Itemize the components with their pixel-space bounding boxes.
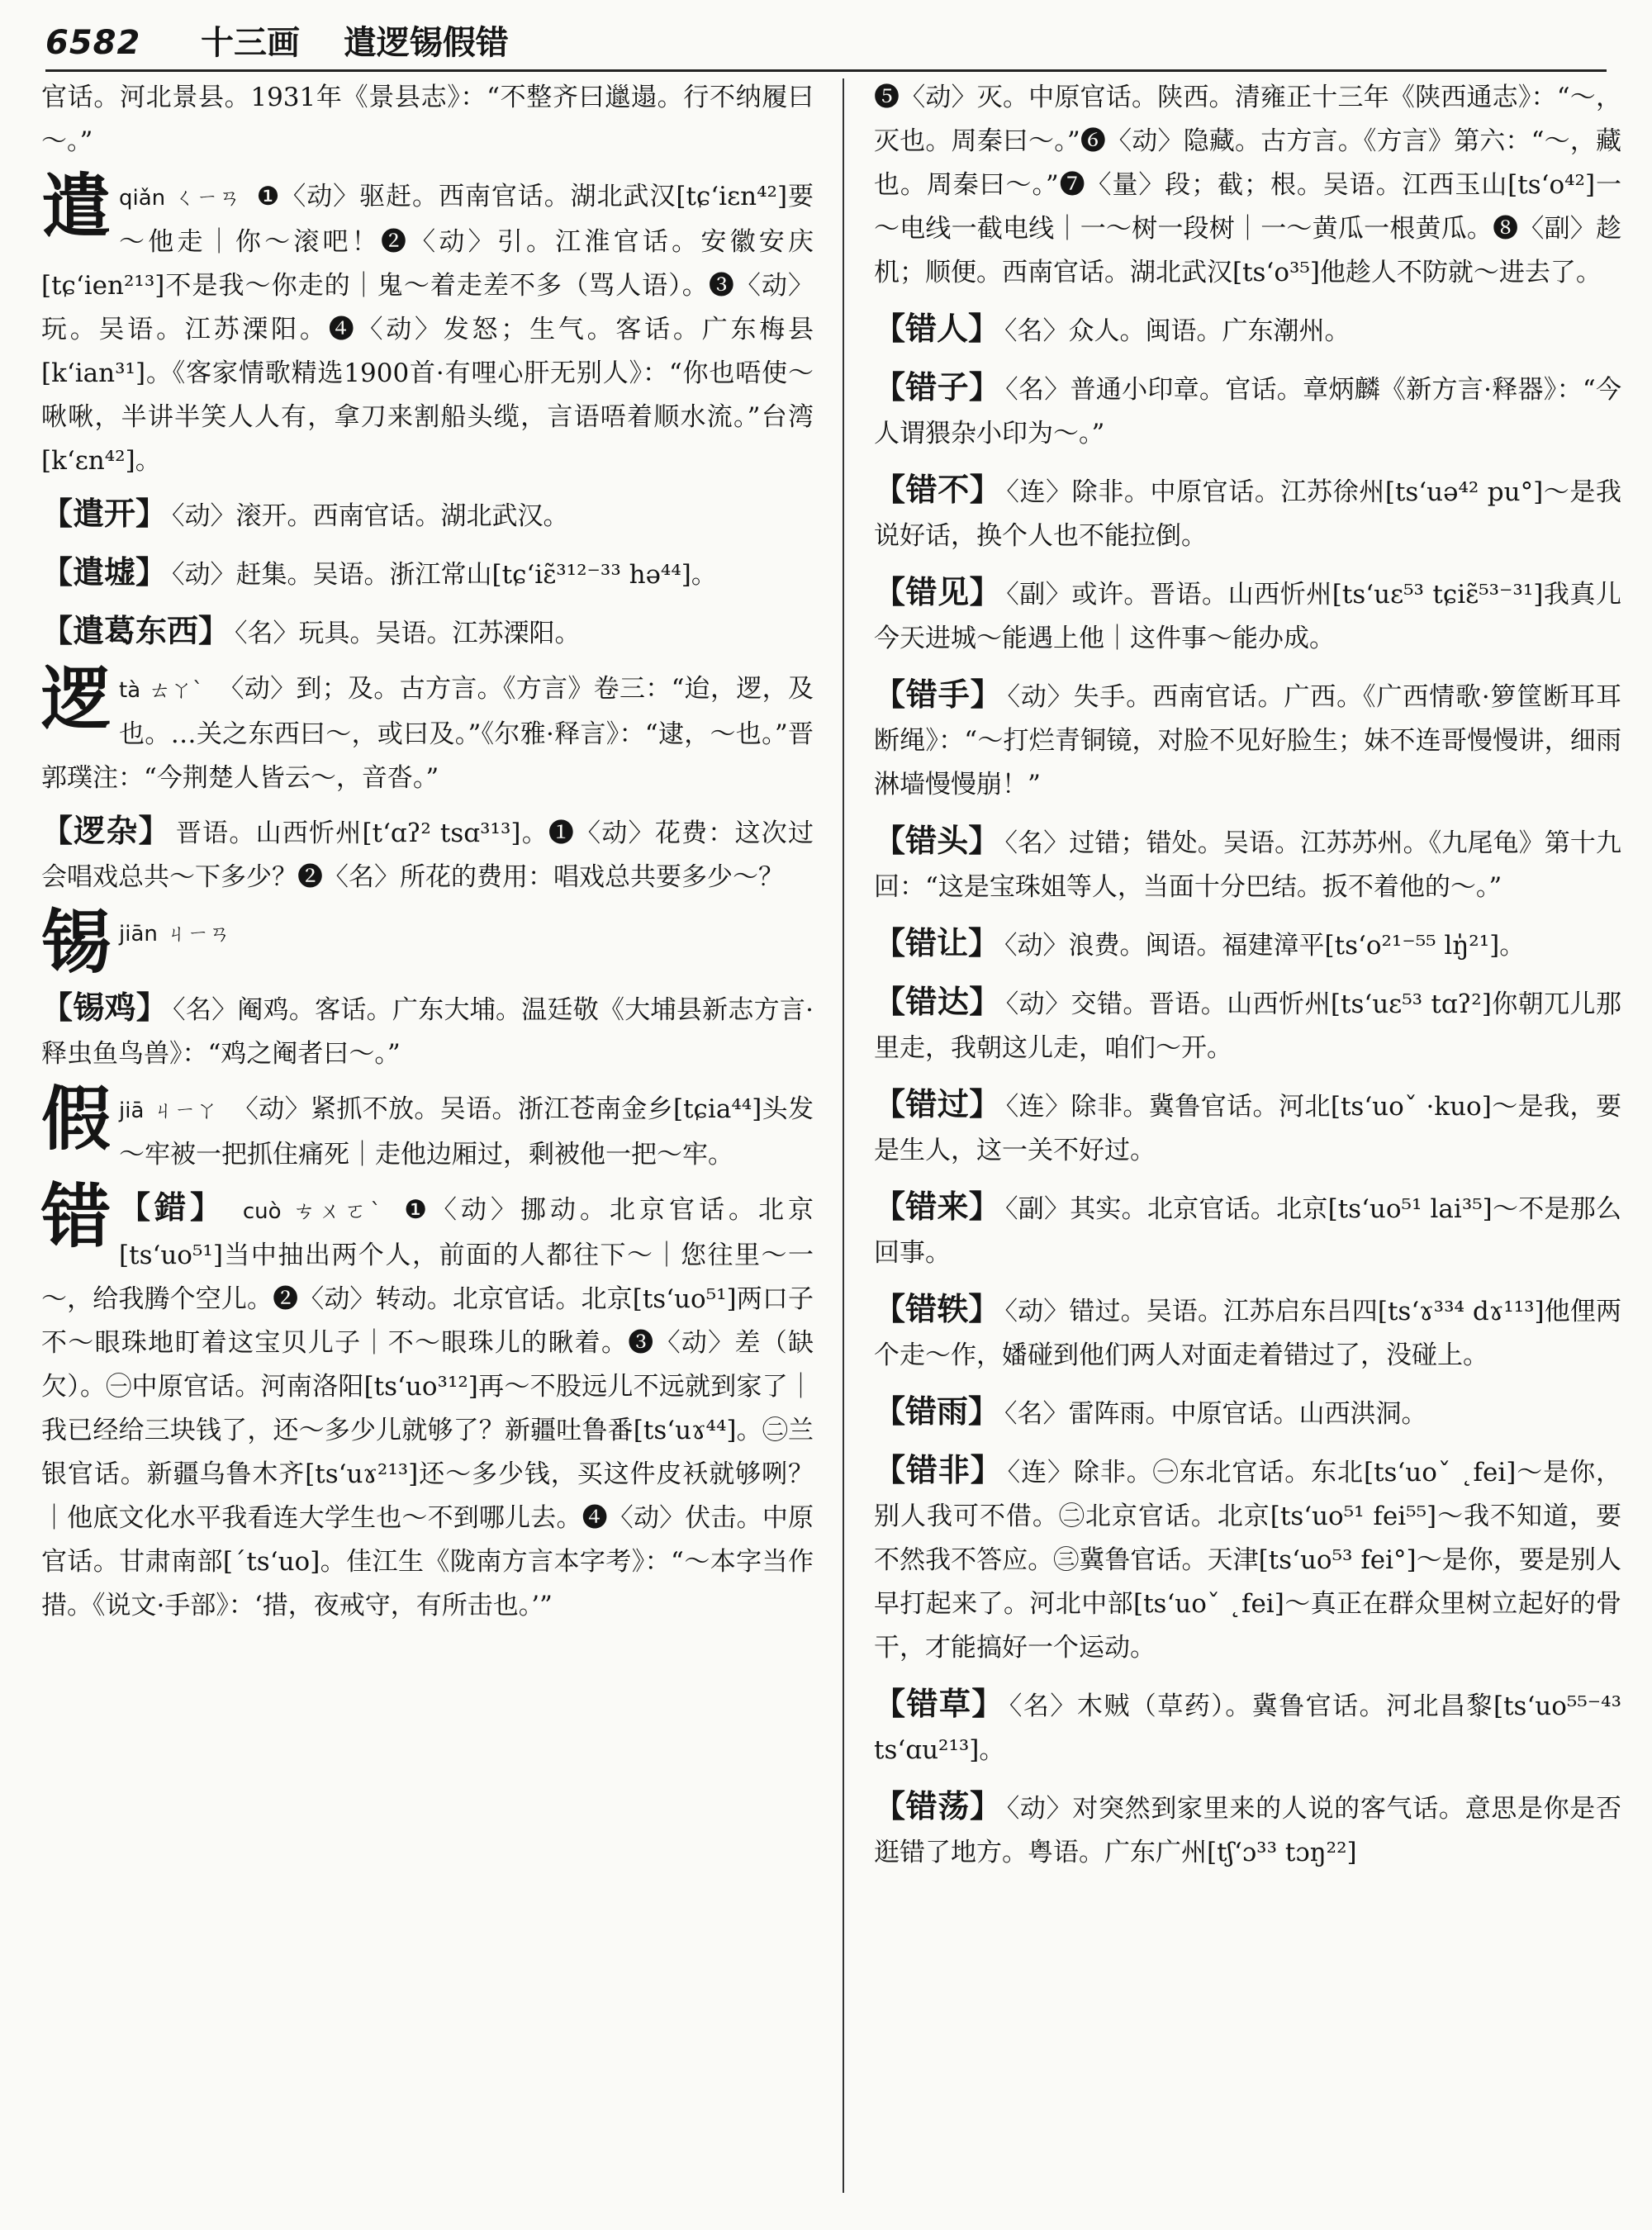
char-entry-cuo (41, 1175, 814, 1628)
word-headword: 【锡鸡】 (41, 989, 169, 1026)
traditional-form: 【錯】 (119, 1189, 226, 1226)
right-column (874, 76, 1621, 1886)
word-definition: 〈连〉除非。中原官话。江苏徐州[tsʻuə⁴² pu°]～是我说好话，换个人也不能拉倒。 (874, 477, 1621, 551)
word-definition: 〈动〉滚开。西南官话。湖北武汉。 (172, 501, 569, 531)
word-headword: 【遣葛东西】 (41, 612, 230, 649)
word-headword: 【错人】 (874, 310, 1000, 347)
word-entry (874, 672, 1621, 807)
word-definition: 〈副〉其实。北京官话。北京[tsʻuo⁵¹ lai³⁵]～不是那么回事。 (874, 1194, 1621, 1268)
headword-char: 错 (41, 1175, 112, 1257)
word-definition: 〈连〉除非。㊀东北官话。东北[tsʻuoˇ ˛fei]～是你，别人我可不借。㊁北京官话。北京[tsʻuo⁵¹ fei⁵⁵]～我不知道，要不然我不答应。㊂冀鲁官话。天津[tsʻuo⁵³ fei°]～是你，要是别人早打起来了。河北中部[tsʻuoˇ ˛fei]～真正在群众里树立起好的骨干，才能搞好一个运动。 (874, 1458, 1621, 1663)
pinyin: jiān (119, 922, 158, 947)
word-definition: 晋语。山西忻州[tʻɑʔ² tsɑ³¹³]。❶〈动〉花费：这次过会唱戏总共～下多少？❷〈名〉所花的费用：唱戏总共要多少～？ (41, 818, 814, 892)
word-headword: 【错轶】 (874, 1290, 1000, 1327)
word-headword: 【错见】 (874, 573, 1002, 610)
word-entry (874, 306, 1621, 353)
page-header (45, 18, 1607, 72)
left-column (41, 76, 814, 1636)
word-entry (874, 1389, 1621, 1436)
zhuyin: ㄐㄧㄢ (165, 922, 230, 947)
word-definition: 〈名〉玩具。吴语。江苏溧阳。 (235, 619, 581, 648)
word-headword: 【错过】 (874, 1085, 1001, 1122)
headword-char: 锡 (41, 901, 112, 983)
headword-char: 逻 (41, 657, 112, 739)
word-definition: 〈连〉除非。冀鲁官话。河北[tsʻuoˇ ·kuo]～是我，要是生人，这一关不好过。 (874, 1092, 1621, 1165)
word-headword: 【错非】 (874, 1451, 1003, 1488)
word-definition: 〈副〉或许。晋语。山西忻州[tsʻuɛ⁵³ tɕiɛ̃⁵³⁻³¹]我真儿今天进城～能遇上他｜这件事～能办成。 (874, 580, 1621, 653)
word-entry (874, 1184, 1621, 1275)
char-entry-jian (41, 901, 814, 983)
word-definition: 〈名〉众人。闽语。广东潮州。 (1004, 316, 1351, 346)
stroke-count-heading: 十三画 (201, 23, 301, 62)
word-entry (874, 1448, 1621, 1670)
word-definition: 〈名〉阉鸡。客话。广东大埔。温廷敬《大埔县新志方言·释虫鱼鸟兽》：“鸡之阉者曰～。” (41, 995, 814, 1069)
word-definition: 〈动〉交错。晋语。山西忻州[tsʻuɛ⁵³ tɑʔ²]你朝兀儿那里走，我朝这儿走，咱们～开。 (874, 989, 1621, 1063)
word-headword: 【错草】 (874, 1685, 1004, 1722)
word-definition: 〈动〉对突然到家里来的人说的客气话。意思是你是否逛错了地方。粤语。广东广州[tʃʻɔ³³ tɔŋ²²] (874, 1794, 1621, 1867)
word-entry (874, 1082, 1621, 1173)
word-entry (874, 980, 1621, 1070)
pinyin: jiā (119, 1098, 145, 1123)
definition-text: ❶〈动〉挪动。北京官话。北京[tsʻuo⁵¹]当中抽出两个人，前面的人都往下～｜您往里～一～，给我腾个空儿。❷〈动〉转动。北京官话。北京[tsʻuo⁵¹]两口子不～眼珠地盯着这宝贝儿子｜不～眼珠儿的瞅着。❸〈动〉差（缺欠）。㊀中原官话。河南洛阳[tsʻuo³¹²]再～不股远儿不远就到家了｜我已经给三块钱了，还～多少儿就够了？新疆吐鲁番[tsʻuɤ⁴⁴]。㊁兰银官话。新疆乌鲁木齐[tsʻuɤ²¹³]还～多少钱，买这件皮袄就够咧？｜他底文化水平我看连大学生也～不到哪儿去。❹〈动〉伏击。中原官话。甘肃南部[ˊtsʻuo]。佳江生《陇南方言本字考》：“～本字当作措。《说文·手部》：‘措，夜戒守，有所击也。’” (41, 1195, 814, 1620)
zhuyin: ㄊㄚˋ (149, 678, 204, 703)
word-headword: 【错让】 (874, 924, 1000, 961)
char-entry-qian (41, 165, 814, 483)
definition-text: ❶〈动〉驱赶。西南官话。湖北武汉[tɕʻiɛn⁴²]要～他走｜你～滚吧！❷〈动〉引。江淮官话。安徽安庆[tɕʻien²¹³]不是我～你走的｜鬼～着走差不多（骂人语）。❸〈动〉玩。吴语。江苏溧阳。❹〈动〉发怒；生气。客话。广东梅县[kʻian³¹]。《客家情歌精选1900首·有哩心肝无别人》：“你也唔使～啾啾，半讲半笑人人有，拿刀来割船头缆，言语唔着顺水流。”台湾[kʻɛn⁴²]。 (41, 182, 814, 476)
zhuyin: ㄑㄧㄢ (173, 186, 241, 211)
column-divider (843, 78, 844, 2193)
word-headword: 【错不】 (874, 471, 1002, 508)
word-definition: 〈动〉错过。吴语。江苏启东吕四[tsʻɤ³³⁴ dɤ¹¹³]他俚两个走～作，嬏碰到他们两人对面走着错过了，没碰上。 (874, 1297, 1621, 1370)
entry-range-heading: 遣逻锡假错 (343, 23, 509, 62)
word-entry (41, 491, 814, 539)
continued-text: ❺〈动〉灭。中原官话。陕西。清雍正十三年《陕西通志》：“～，灭也。周秦曰～。”❻〈动〉隐藏。古方言。《方言》第六：“～，藏也。周秦曰～。”❼〈量〉段；截；根。吴语。江西玉山[tsʻo⁴²]一～电线一截电线｜一～树一段树｜一～黄瓜一根黄瓜。❽〈副〉趁机；顺便。西南官话。湖北武汉[tsʻo³⁵]他趁人不防就～进去了。 (874, 83, 1621, 287)
word-entry (41, 609, 814, 656)
word-entry (41, 985, 814, 1076)
headword-char: 遣 (41, 165, 112, 247)
word-definition: 〈名〉木贼（草药）。冀鲁官话。河北昌黎[tsʻuo⁵⁵⁻⁴³ tsʻɑu²¹³]。 (874, 1691, 1621, 1765)
word-definition: 〈名〉普通小印章。官话。章炳麟《新方言·释器》：“今人谓猥杂小印为～。” (874, 375, 1621, 448)
pinyin: tà (119, 678, 141, 703)
pinyin: qiǎn (119, 186, 166, 211)
word-entry (41, 809, 814, 899)
word-headword: 【遣开】 (41, 495, 168, 532)
word-headword: 【逻杂】 (41, 812, 171, 849)
char-definition (41, 911, 814, 956)
char-definition (41, 667, 814, 800)
headword-char: 假 (41, 1078, 112, 1160)
char-definition (41, 175, 814, 483)
word-entry (874, 570, 1621, 661)
word-entry (874, 818, 1621, 909)
word-entry (874, 921, 1621, 968)
char-definition (41, 1185, 814, 1628)
word-entry (874, 365, 1621, 456)
zhuyin: ㄐㄧㄚ (152, 1098, 218, 1123)
page-number: 6582 (45, 24, 141, 62)
word-entry (874, 1784, 1621, 1875)
definition-text: 〈动〉到；及。古方言。《方言》卷三：“迨，逻，及也。…关之东西曰～，或曰及。”《尔雅·释言》：“逮，～也。”晋郭璞注：“今荆楚人皆云～，音沓。” (41, 674, 814, 793)
word-definition: 〈名〉雷阵雨。中原官话。山西洪洞。 (1004, 1399, 1427, 1429)
word-headword: 【错子】 (874, 368, 1001, 406)
word-entry (41, 550, 814, 597)
continued-text: 官话。河北景县。1931年《景县志》：“不整齐曰邋遢。行不纳履曰～。” (41, 83, 814, 156)
word-definition: 〈名〉过错；错处。吴语。江苏苏州。《九尾龟》第十九回：“这是宝珠姐等人，当面十分巴结。扳不着他的～。” (874, 828, 1621, 902)
char-definition (41, 1088, 814, 1177)
word-headword: 【错荡】 (874, 1787, 1002, 1824)
word-entry (874, 1682, 1621, 1772)
word-definition: 〈动〉浪费。闽语。福建漳平[tsʻo²¹⁻⁵⁵ lŋ̍²¹]。 (1004, 931, 1526, 961)
word-entry (874, 1287, 1621, 1378)
word-headword: 【错达】 (874, 983, 1001, 1020)
word-headword: 【遣墟】 (41, 553, 168, 591)
word-entry (874, 467, 1621, 558)
char-entry-ta (41, 657, 814, 800)
word-headword: 【错雨】 (874, 1393, 1000, 1430)
pinyin: cuò (242, 1199, 282, 1224)
zhuyin: ㄘㄨㄛˋ (293, 1199, 386, 1224)
char-entry-jia (41, 1078, 814, 1177)
word-headword: 【错头】 (874, 822, 1000, 859)
definition-text: 〈动〉紧抓不放。吴语。浙江苍南金乡[tɕia⁴⁴]头发～牢被一把抓住痛死｜走他边厢过，剩被他一把～牢。 (119, 1094, 814, 1170)
word-headword: 【错来】 (874, 1188, 1000, 1225)
word-headword: 【错手】 (874, 676, 1003, 713)
word-definition: 〈动〉赶集。吴语。浙江常山[tɕʻiɛ̃³¹²⁻³³ hə⁴⁴]。 (172, 560, 717, 590)
word-definition: 〈动〉失手。西南官话。广西。《广西情歌·箩筐断耳耳断绳》：“～打烂青铜镜，对脸不见好脸生；妹不连哥慢慢讲，细雨淋墙慢慢崩！” (874, 682, 1621, 799)
